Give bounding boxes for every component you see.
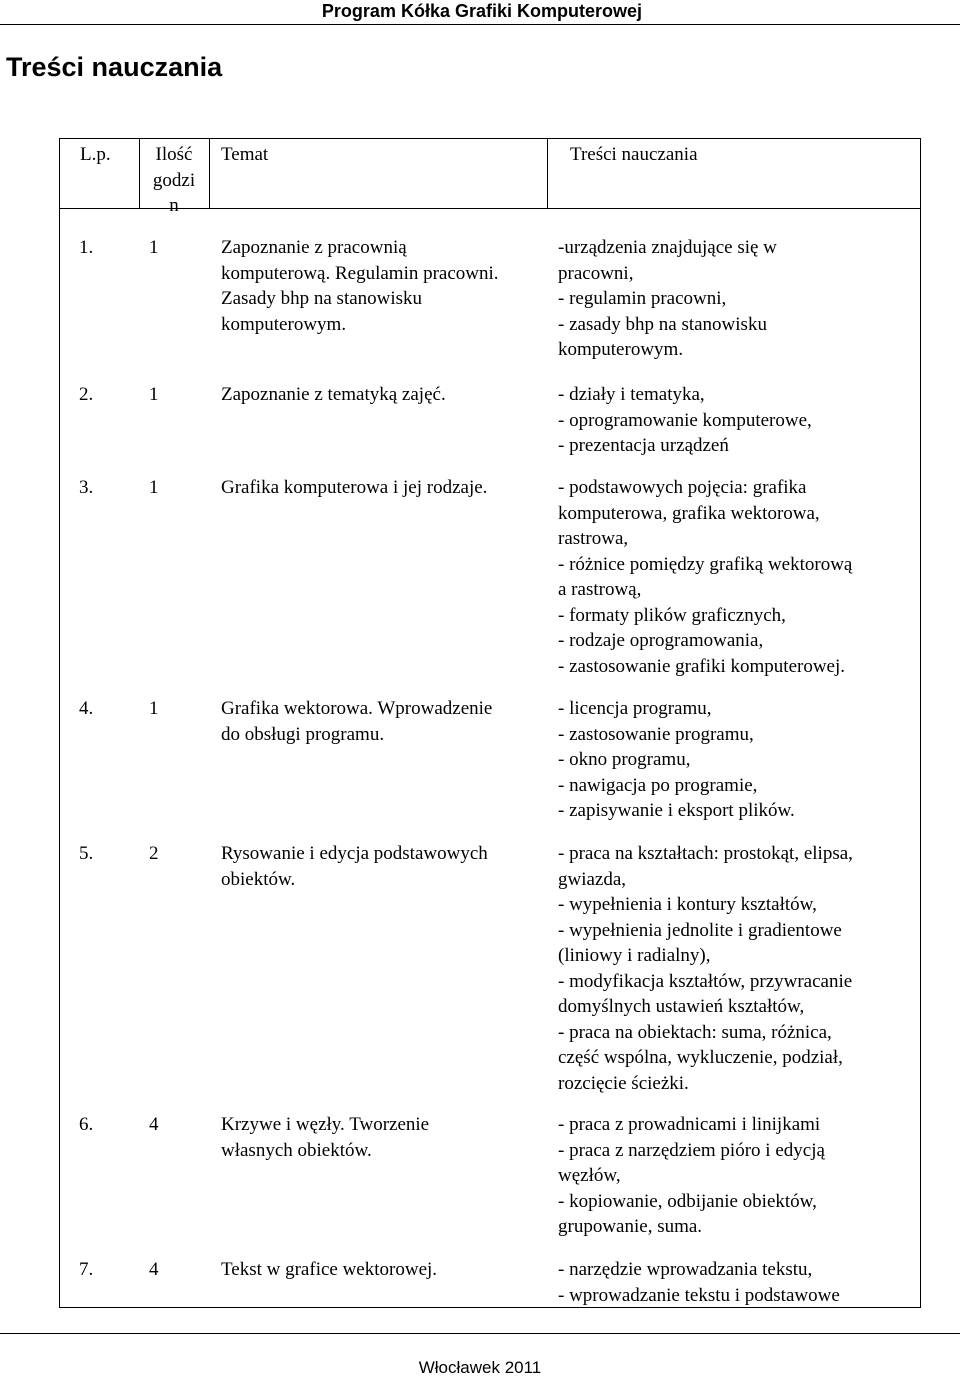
row-5-lp: 5. bbox=[79, 843, 94, 864]
row-4-lp: 4. bbox=[79, 698, 94, 719]
row-2-content: - działy i tematyka, - oprogramowanie komputerowe, - prezentacja urządzeń bbox=[558, 384, 812, 456]
row-1-content: -urządzenia znajdujące się w pracowni, - regulamin pracowni, - zasady bhp na stanowisku komputerowym. bbox=[558, 237, 777, 360]
row-6-topic: Krzywe i węzły. Tworzenie własnych obiektów. bbox=[221, 1114, 430, 1161]
header-col-divider bbox=[139, 139, 140, 208]
footer-divider bbox=[0, 1333, 960, 1334]
curriculum-table bbox=[59, 138, 921, 1308]
section-title: Treści nauczania bbox=[6, 52, 223, 82]
row-6-content: - praca z prowadnicami i linijkami - praca z narzędziem pióro i edycją węzłów, - kopiowanie, odbijanie obiektów, grupowanie, suma. bbox=[558, 1114, 825, 1237]
row-3-content: - podstawowych pojęcia: grafika komputerowa, grafika wektorowa, rastrowa, - różnice pomiędzy grafiką wektorową a rastrową, - formaty plików graficznych, - rodzaje oprogramowania, - zastosowanie grafiki komputerowej. bbox=[558, 477, 853, 677]
header-divider bbox=[0, 24, 960, 25]
row-1-topic: Zapoznanie z pracownią komputerową. Regulamin pracowni. Zasady bhp na stanowisku komputerowym. bbox=[221, 237, 499, 335]
header-hours: Ilość godzi n bbox=[152, 144, 196, 216]
header-lp: L.p. bbox=[80, 144, 111, 165]
row-1-lp: 1. bbox=[79, 237, 94, 258]
header-topic: Temat bbox=[221, 144, 269, 165]
row-2-topic: Zapoznanie z tematyką zajęć. bbox=[221, 384, 446, 405]
header-col-divider bbox=[547, 139, 548, 208]
row-5-topic: Rysowanie i edycja podstawowych obiektów. bbox=[221, 843, 488, 890]
row-7-topic: Tekst w grafice wektorowej. bbox=[221, 1259, 438, 1280]
row-5-content: - praca na kształtach: prostokąt, elipsa, gwiazda, - wypełnienia i kontury kształtów, - wypełnienia jednolite i gradientowe (liniowy i radialny), - modyfikacja kształtów, przywracanie domyślnych ustawień kształtów, - praca na obiektach: suma, różnica, część wspólna, wykluczenie, podział, rozcięcie ścieżki. bbox=[558, 843, 853, 1094]
row-4-hours: 1 bbox=[149, 698, 159, 719]
row-7-lp: 7. bbox=[79, 1259, 94, 1280]
row-1-hours: 1 bbox=[149, 237, 159, 258]
row-5-hours: 2 bbox=[149, 843, 159, 864]
row-6-lp: 6. bbox=[79, 1114, 94, 1135]
row-4-content: - licencja programu, - zastosowanie programu, - okno programu, - nawigacja po programie, - zapisywanie i eksport plików. bbox=[558, 698, 795, 821]
row-3-lp: 3. bbox=[79, 477, 94, 498]
footer-text: Włocławek 2011 bbox=[418, 1358, 542, 1377]
header-col-divider bbox=[209, 139, 210, 208]
row-3-topic: Grafika komputerowa i jej rodzaje. bbox=[221, 477, 488, 498]
row-2-hours: 1 bbox=[149, 384, 159, 405]
row-4-topic: Grafika wektorowa. Wprowadzenie do obsługi programu. bbox=[221, 698, 493, 745]
row-2-lp: 2. bbox=[79, 384, 94, 405]
header-content: Treści nauczania bbox=[570, 144, 698, 165]
running-header-title: Program Kółka Grafiki Komputerowej bbox=[321, 1, 642, 21]
row-6-hours: 4 bbox=[149, 1114, 159, 1135]
row-7-content: - narzędzie wprowadzania tekstu, - wprowadzanie tekstu i podstawowe bbox=[558, 1259, 840, 1306]
row-7-hours: 4 bbox=[149, 1259, 159, 1280]
row-3-hours: 1 bbox=[149, 477, 159, 498]
